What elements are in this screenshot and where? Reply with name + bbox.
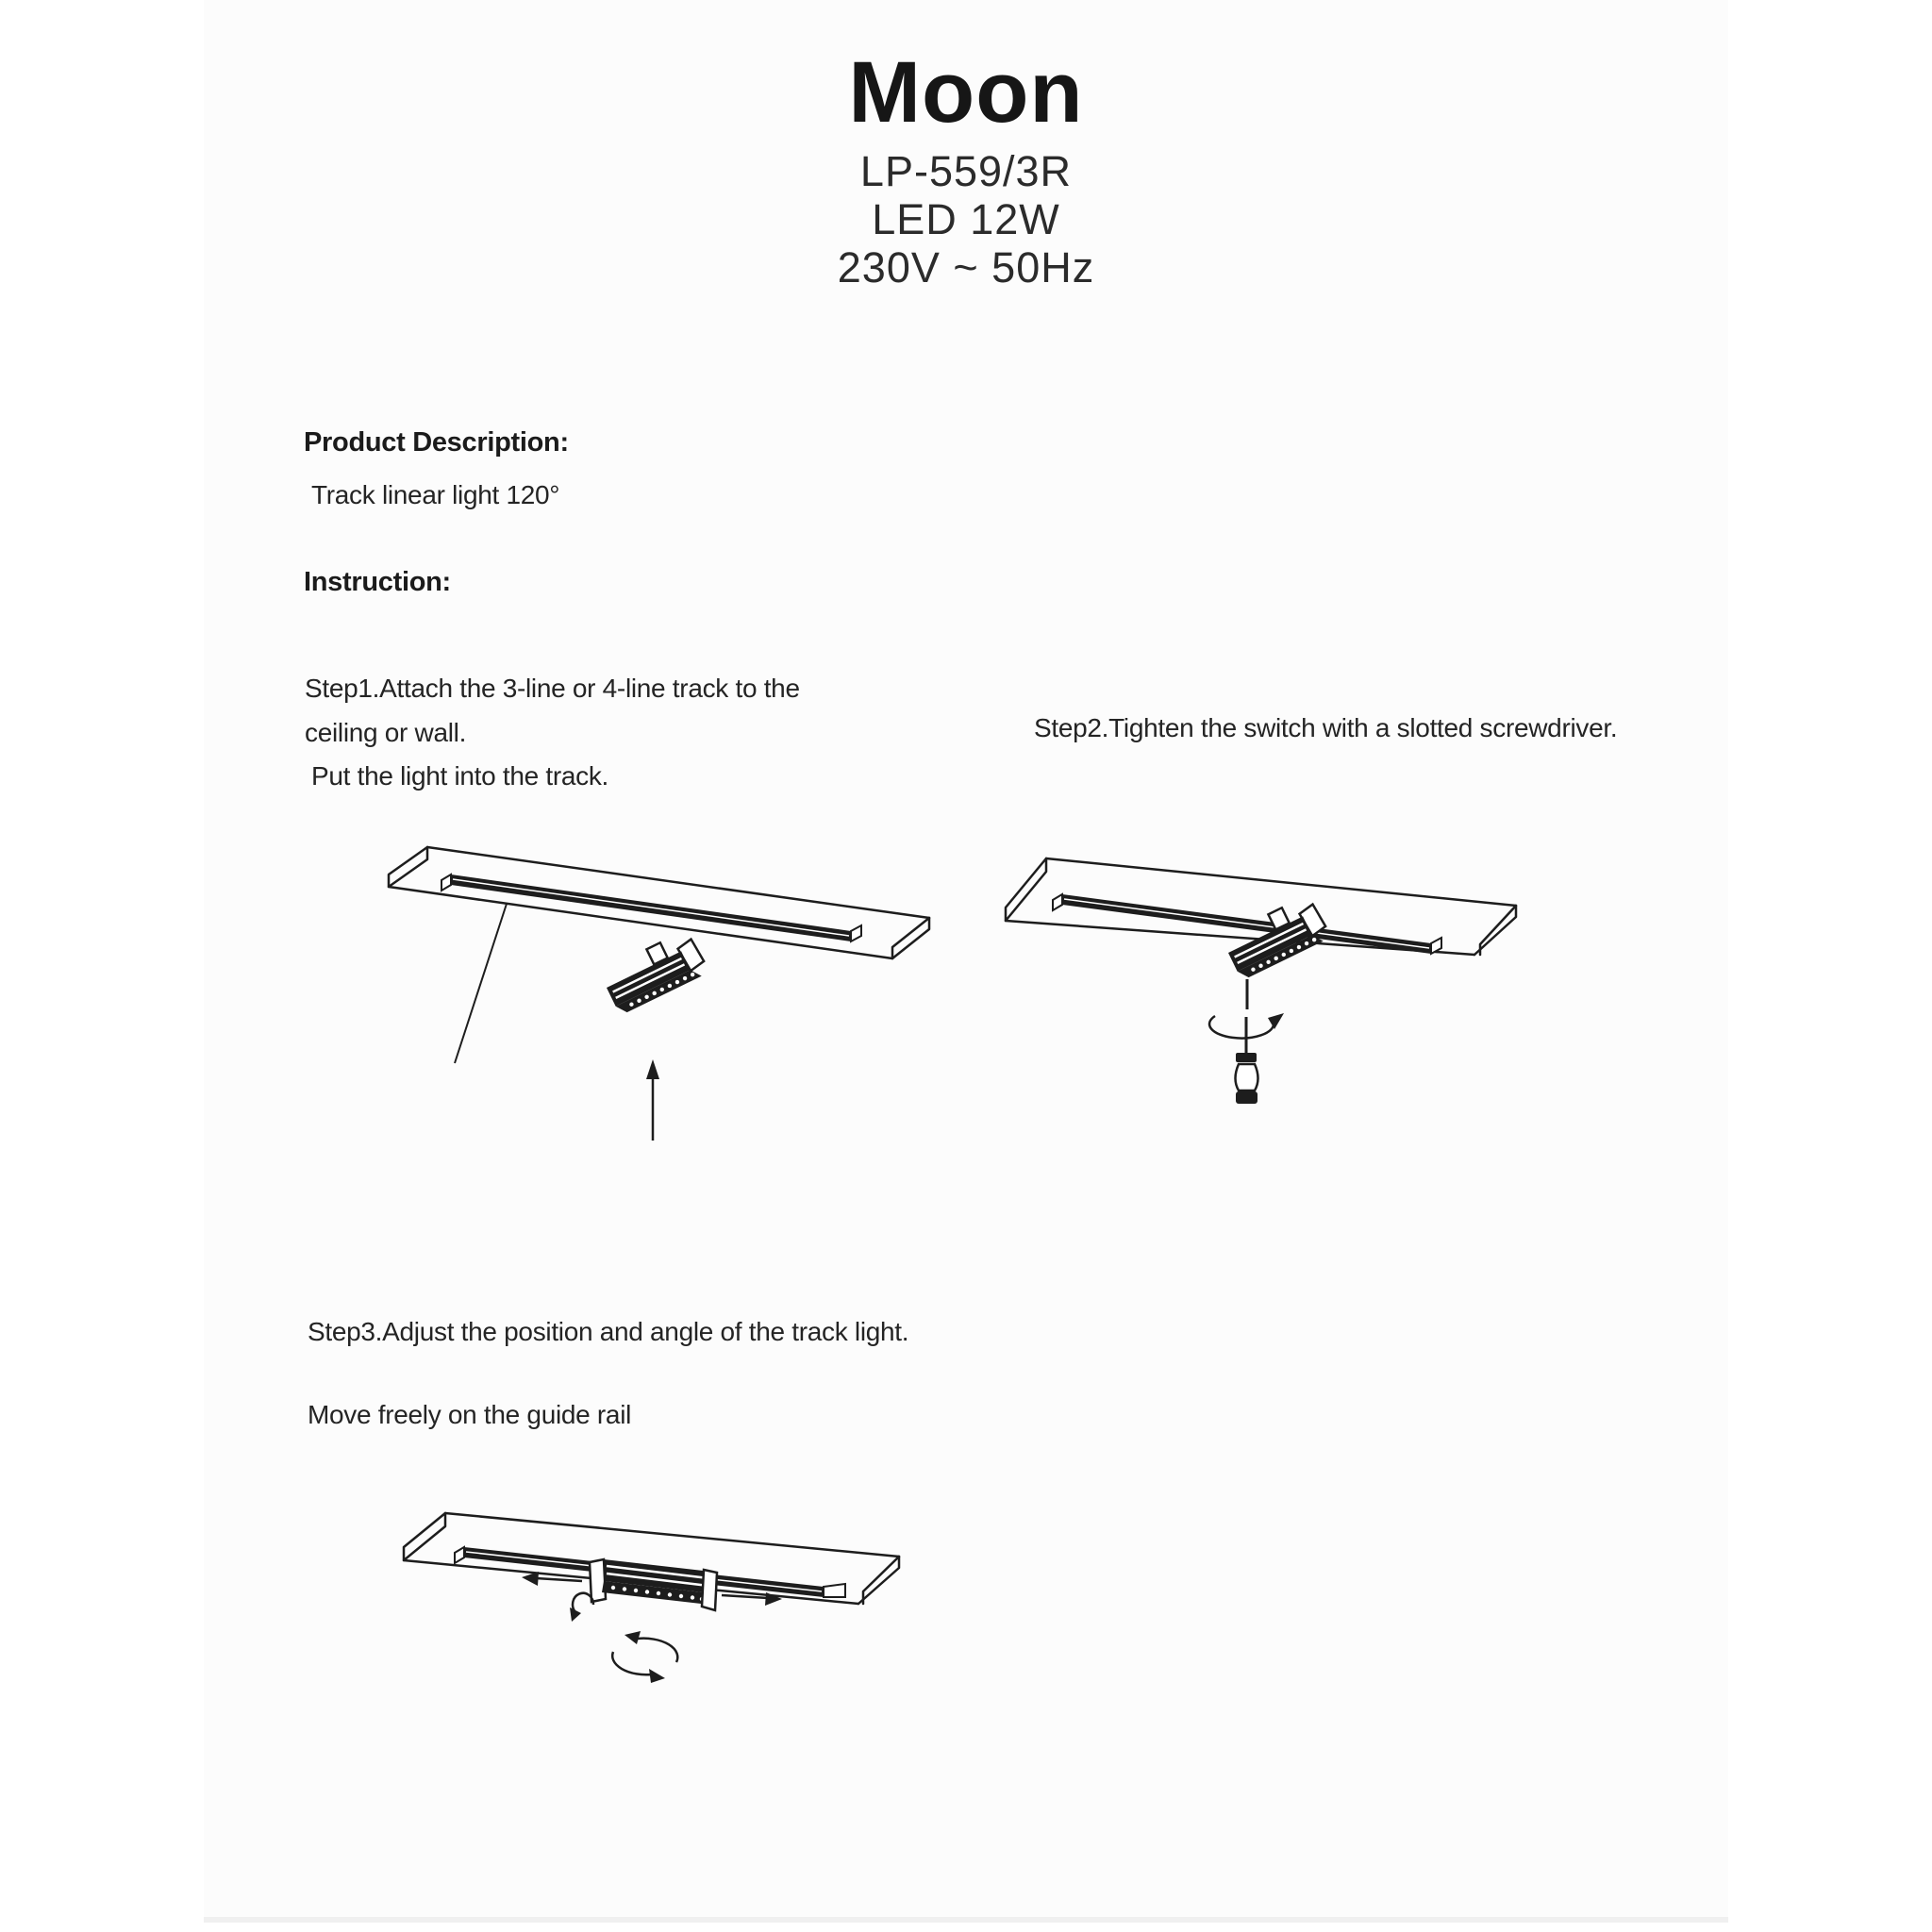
product-description-body: Track linear light 120° xyxy=(311,480,560,509)
diagram-step2 xyxy=(991,830,1575,1170)
product-power: LED 12W xyxy=(872,195,1060,243)
track-light-fixture xyxy=(590,1559,717,1610)
diagram-step3 xyxy=(387,1500,915,1717)
step1-note: Put the light into the track. xyxy=(311,761,609,791)
leader-line xyxy=(455,904,507,1063)
up-arrow-icon xyxy=(646,1059,659,1141)
paper-bottom-edge xyxy=(204,1917,1728,1923)
step1-text xyxy=(305,666,800,755)
step3-text: Step3.Adjust the position and angle of the track light. xyxy=(308,1317,909,1346)
step1-line-2: ceiling or wall. xyxy=(305,718,467,747)
step1-line-1: Step1.Attach the 3-line or 4-line track to the xyxy=(305,674,800,703)
step2-text: Step2.Tighten the switch with a slotted screwdriver. xyxy=(1034,713,1618,742)
product-voltage: 230V ~ 50Hz xyxy=(837,243,1095,291)
tilt-arrow-icon xyxy=(570,1593,593,1622)
product-title: Moon xyxy=(848,44,1084,141)
track-light-fixture xyxy=(599,929,709,1016)
rotate-arrow-icon xyxy=(612,1631,677,1683)
instruction-heading: Instruction: xyxy=(304,567,451,597)
product-model: LP-559/3R xyxy=(859,147,1073,195)
diagram-step1 xyxy=(377,835,943,1156)
header-block xyxy=(204,45,1728,291)
ceiling-plank xyxy=(389,847,929,958)
step3-note: Move freely on the guide rail xyxy=(308,1400,632,1429)
screwdriver-icon xyxy=(1236,979,1258,1104)
product-description-heading: Product Description: xyxy=(304,427,569,458)
